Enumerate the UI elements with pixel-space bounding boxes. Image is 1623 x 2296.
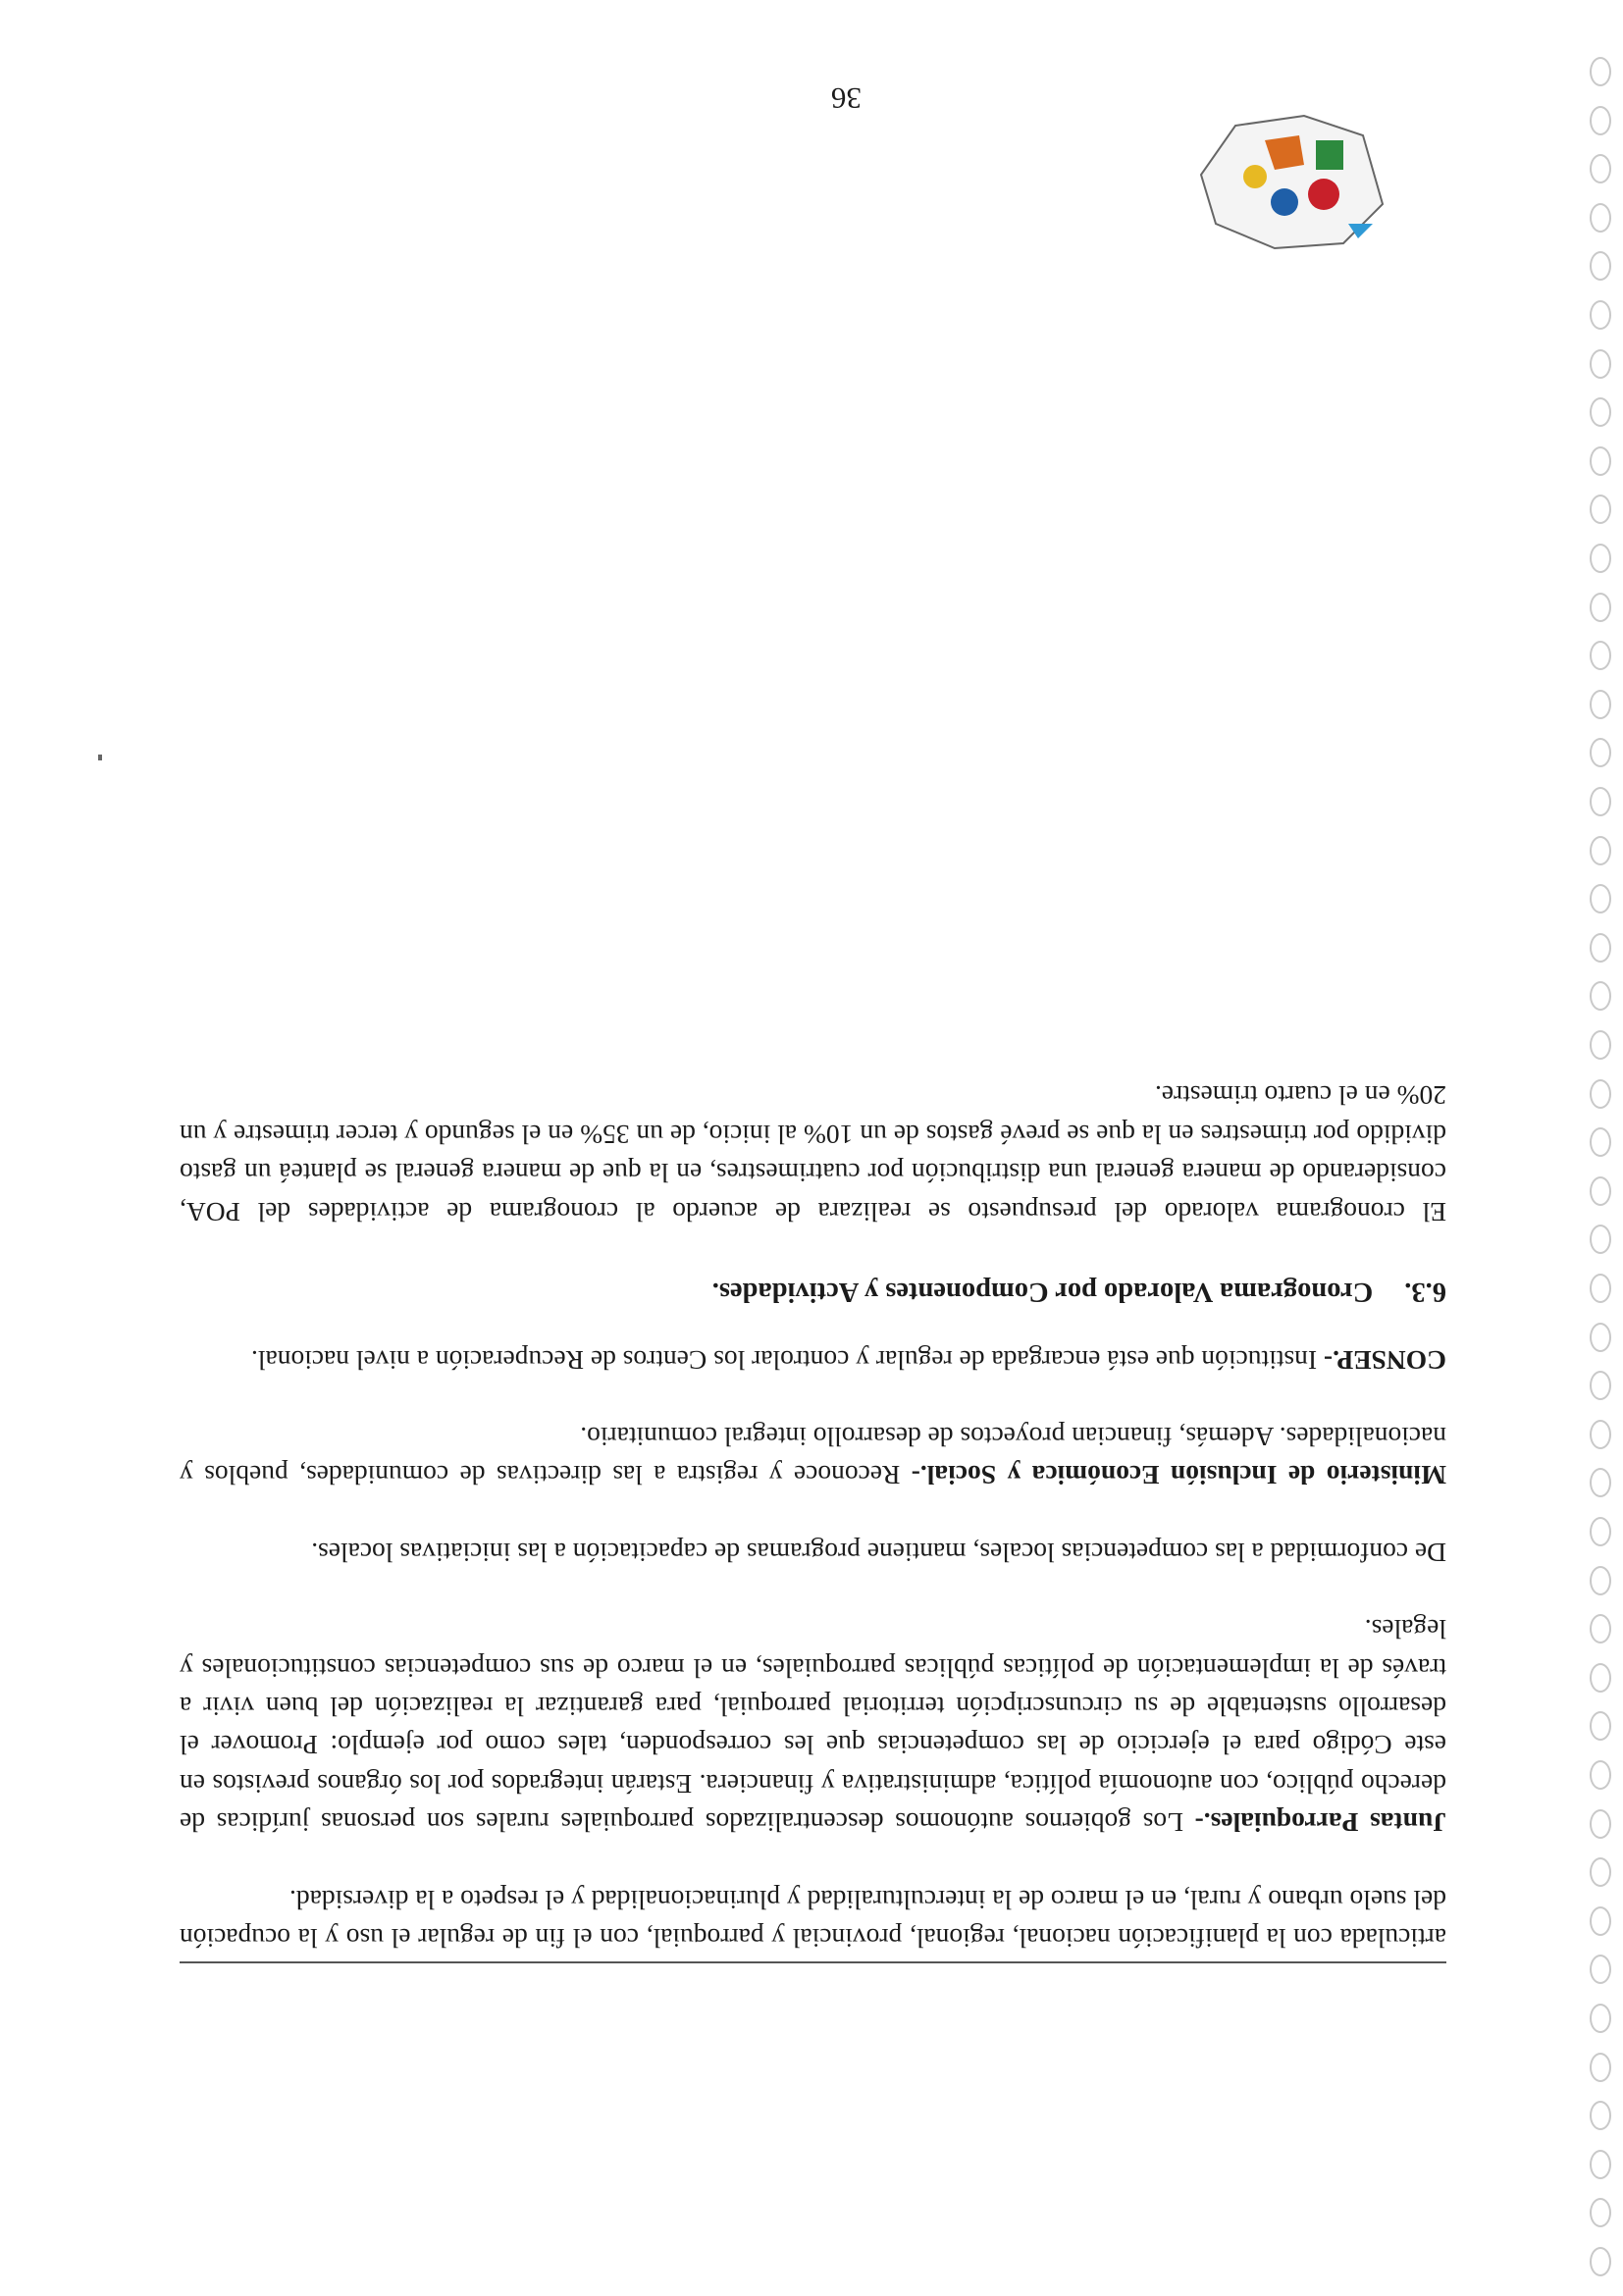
- binder-hole: [1590, 1955, 1611, 1984]
- binder-hole: [1590, 1614, 1611, 1644]
- binder-hole: [1590, 1517, 1611, 1546]
- binder-hole: [1590, 1030, 1611, 1060]
- term-juntas: Juntas Parroquiales.-: [1194, 1807, 1446, 1839]
- province-logo-icon: [1186, 106, 1402, 263]
- paragraph-juntas: [180, 1610, 1446, 1842]
- binder-hole: [1590, 593, 1611, 622]
- binder-hole: [1590, 300, 1611, 330]
- term-mies: Ministerio de Inclusión Económica y Social.-: [911, 1460, 1446, 1491]
- binder-hole: [1590, 690, 1611, 719]
- binder-hole: [1590, 836, 1611, 865]
- binder-hole: [1590, 57, 1611, 86]
- binder-holes: [1574, 20, 1617, 2276]
- binder-hole: [1590, 1711, 1611, 1741]
- binder-hole: [1590, 1176, 1611, 1206]
- binder-hole: [1590, 1566, 1611, 1595]
- binder-hole: [1590, 2053, 1611, 2082]
- binder-hole: [1590, 2150, 1611, 2179]
- paragraph-juntas-text: Los gobiernos autónomos descentralizados parroquiales rurales son personas jurídicas de derecho público, con autonomía política, administrativa y financiera. Estarán integrados por los órganos previstos en este Código para el ejercicio de las competencias que les corresponden, tales como por ejemplo: Promover el desarrollo sustentable de su circunscripción territorial parroquial, para garantizar la realización del buen vivir a través de la implementación de políticas públicas parroquiales, en el marco de sus competencias constitucionales y legales.: [180, 1614, 1446, 1839]
- binder-hole: [1590, 1906, 1611, 1936]
- binder-hole: [1590, 738, 1611, 767]
- page-header: [87, 0, 1402, 86]
- paragraph-consep-text: Institución que está encargada de regular y controlar los Centros de Recuperación a nivel nacional.: [250, 1344, 1324, 1376]
- binder-hole: [1590, 1225, 1611, 1254]
- binder-hole: [1590, 1127, 1611, 1157]
- scan-speck: [98, 755, 102, 760]
- binder-hole: [1590, 397, 1611, 427]
- binder-hole: [1590, 884, 1611, 913]
- page-number: 36: [831, 81, 862, 116]
- section-title: Cronograma Valorado por Componentes y Actividades.: [711, 1277, 1374, 1308]
- binder-hole: [1590, 1760, 1611, 1790]
- paragraph-capacitacion-text: De conformidad a las competencias locales, mantiene programas de capacitación a las iniciativas locales.: [311, 1537, 1446, 1568]
- binder-hole: [1590, 2004, 1611, 2033]
- binder-hole: [1590, 1857, 1611, 1887]
- binder-hole: [1590, 154, 1611, 183]
- binder-hole: [1590, 641, 1611, 670]
- paragraph-consep: [180, 1340, 1446, 1379]
- binder-hole: [1590, 251, 1611, 281]
- term-consep: CONSEP.-: [1323, 1344, 1446, 1376]
- binder-hole: [1590, 495, 1611, 524]
- paragraph-mies-text: Reconoce y registra a las directivas de comunidades, pueblos y nacionalidades. Además, financian proyectos de desarrollo integral comunitario.: [180, 1421, 1446, 1491]
- paragraph-cronograma-text: El cronograma valorado del presupuesto se realizara de acuerdo al cronograma de actividades del POA, considerando de manera general una distribución por cuatrimestres, en la que de manera general se planteá un gasto dividido por trimestres en la que se prevé gastos de un 10% al inicio, de un 35% en el segundo y tercer trimestre y un 20% en el cuarto trimestre.: [180, 1080, 1446, 1227]
- binder-hole: [1590, 1468, 1611, 1497]
- paragraph-cronograma: [180, 1076, 1446, 1231]
- binder-hole: [1590, 2198, 1611, 2227]
- binder-hole: [1590, 203, 1611, 233]
- binder-hole: [1590, 544, 1611, 573]
- binder-hole: [1590, 1663, 1611, 1693]
- binder-hole: [1590, 349, 1611, 379]
- binder-hole: [1590, 1323, 1611, 1352]
- paragraph-1-text: articulada con la planificación nacional, regional, provincial y parroquial, con el fin de regular el uso y la ocupación del suelo urbano y rural, en el marco de la interculturalidad y plurinacionalidad y el respeto a la diversidad.: [180, 1884, 1446, 1954]
- paragraph-capacitacion: [180, 1533, 1446, 1571]
- section-number: 6.3.: [1404, 1277, 1446, 1308]
- binder-hole: [1590, 1371, 1611, 1400]
- section-heading: [180, 1273, 1446, 1311]
- paragraph-mies: [180, 1418, 1446, 1495]
- body-text: [180, 1038, 1446, 1957]
- header-divider: [180, 1961, 1446, 1963]
- paragraph-1: [180, 1880, 1446, 1957]
- binder-hole: [1590, 981, 1611, 1011]
- binder-hole: [1590, 1809, 1611, 1839]
- binder-hole: [1590, 2101, 1611, 2130]
- binder-hole: [1590, 1420, 1611, 1449]
- binder-hole: [1590, 1274, 1611, 1303]
- binder-hole: [1590, 933, 1611, 963]
- binder-hole: [1590, 106, 1611, 135]
- binder-hole: [1590, 2247, 1611, 2276]
- binder-hole: [1590, 446, 1611, 476]
- binder-hole: [1590, 787, 1611, 816]
- binder-hole: [1590, 1079, 1611, 1109]
